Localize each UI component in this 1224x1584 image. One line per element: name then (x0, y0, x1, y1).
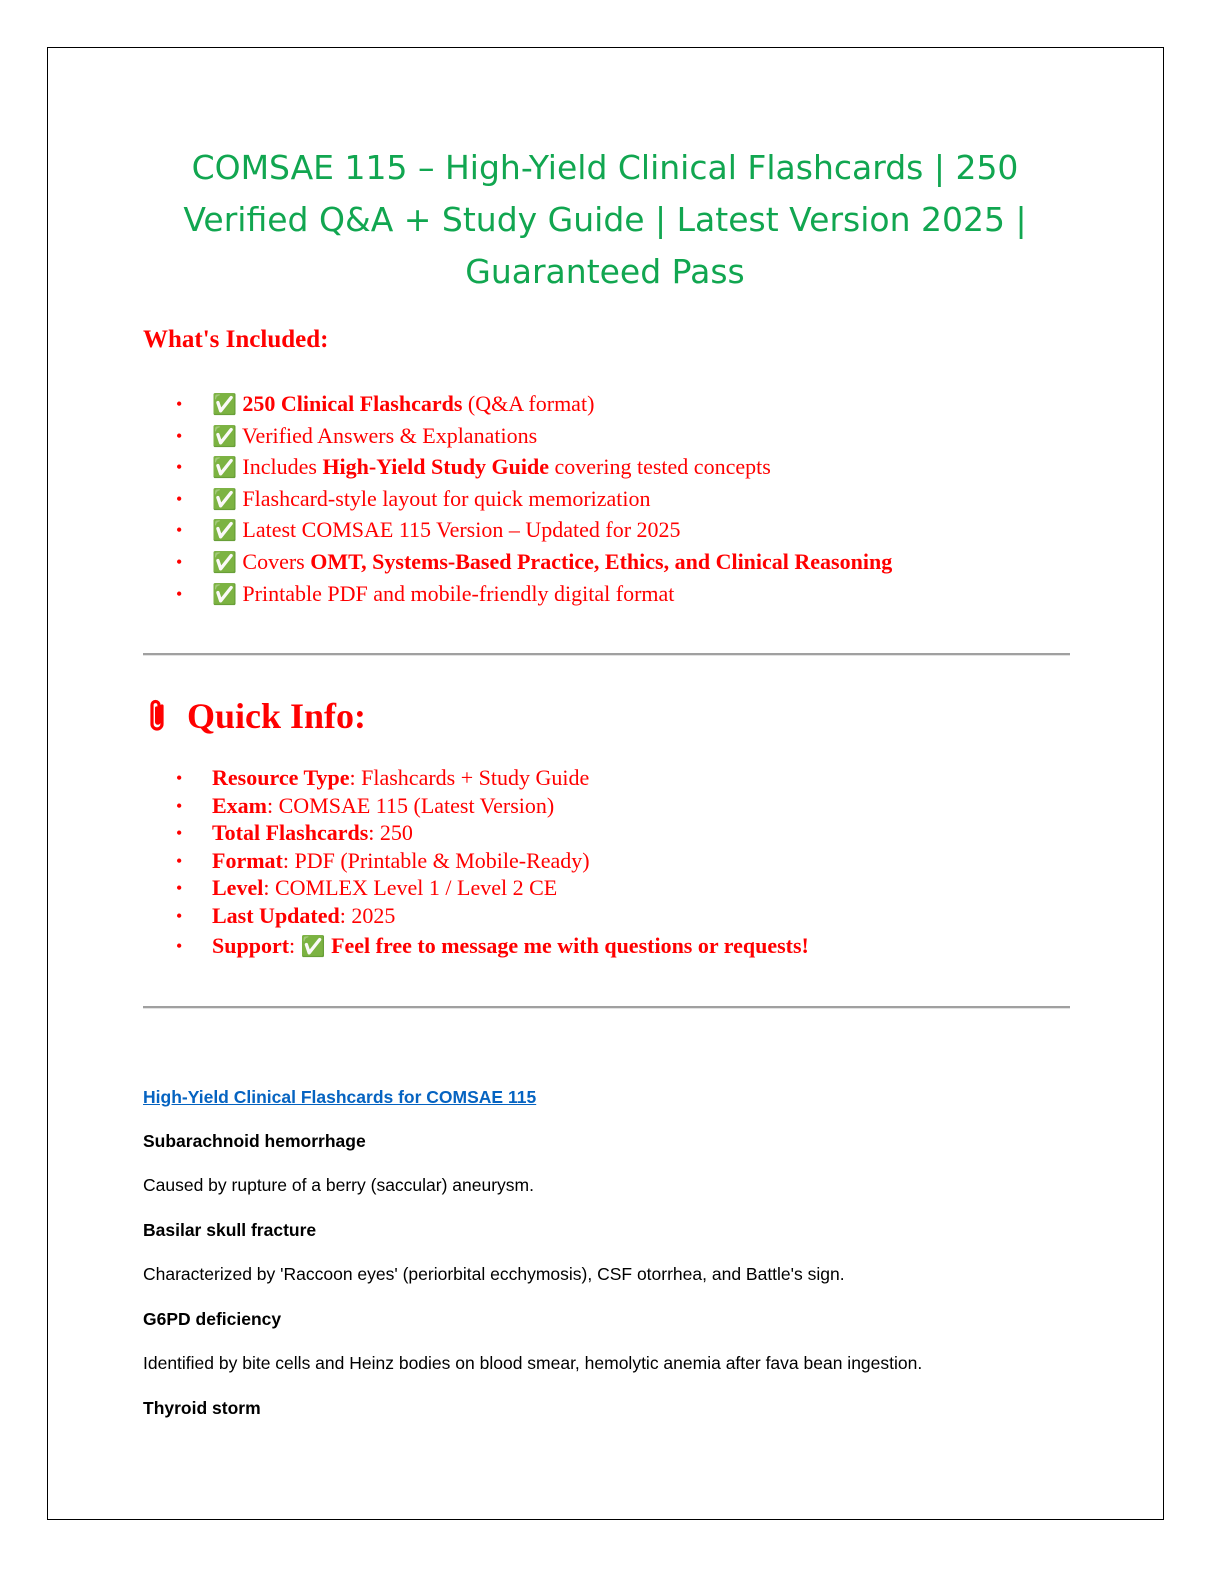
check-icon: ✅ (212, 423, 237, 448)
bullet-icon: • (176, 425, 183, 446)
item-bold: High-Yield Study Guide (322, 454, 550, 480)
bullet-icon: • (176, 394, 183, 414)
info-label: Support (212, 933, 290, 958)
list-item: • Exam: COMSAE 115 (Latest Version) (176, 792, 809, 820)
item-text: covering tested concepts (549, 454, 771, 480)
bullet-icon: • (176, 457, 183, 478)
list-item: • Support: ✅ Feel free to message me with questions or requests! (176, 932, 809, 960)
list-item: • Level: COMLEX Level 1 / Level 2 CE (176, 874, 809, 902)
bullet-icon: • (176, 520, 183, 541)
check-icon: ✅ (212, 549, 237, 574)
quick-info-list (176, 764, 809, 960)
info-value: COMSAE 115 (Latest Version) (278, 792, 555, 818)
divider (143, 1006, 1070, 1009)
bullet-icon: • (176, 850, 183, 871)
list-item (176, 546, 892, 578)
quick-info-title: Quick Info: (187, 696, 367, 736)
flashcards-section (143, 1082, 1083, 1437)
check-icon: ✅ (212, 518, 237, 543)
list-item: • Last Updated: 2025 (176, 902, 809, 930)
card-term: G6PD deficiency (143, 1309, 282, 1329)
check-icon: ✅ (212, 392, 237, 416)
info-value: Flashcards + Study Guide (361, 765, 590, 790)
list-item: • Resource Type: Flashcards + Study Guide (176, 764, 809, 792)
info-value: 250 (379, 820, 413, 845)
bullet-icon: • (176, 551, 183, 572)
bullet-icon: • (176, 823, 183, 843)
list-item (176, 514, 892, 546)
quick-info-heading (143, 693, 366, 739)
item-text: Printable PDF and mobile-friendly digital format (242, 580, 675, 606)
card-definition: Characterized by 'Raccoon eyes' (periorbital ecchymosis), CSF otorrhea, and Battle's sign. (143, 1264, 845, 1284)
bullet-icon: • (176, 488, 183, 509)
card-term: Thyroid storm (143, 1398, 261, 1418)
divider (143, 653, 1070, 656)
check-icon: ✅ (212, 455, 237, 480)
list-item (176, 388, 892, 420)
list-item: • Format: PDF (Printable & Mobile-Ready) (176, 847, 809, 875)
card-definition: Identified by bite cells and Heinz bodies on blood smear, hemolytic anemia after fava bean ingestion. (143, 1353, 923, 1373)
page-title: COMSAE 115 – High-Yield Clinical Flashcards | 250 Verified Q&A + Study Guide | Latest Version 2025 | Guaranteed Pass (183, 148, 1027, 291)
info-value: PDF (Printable & Mobile-Ready) (294, 847, 590, 873)
item-bold: OMT, Systems-Based Practice, Ethics, and Clinical Reasoning (310, 548, 893, 574)
info-value: 2025 (351, 902, 396, 928)
info-value: COMLEX Level 1 / Level 2 CE (274, 875, 558, 900)
list-item (176, 420, 892, 452)
list-item: • Total Flashcards: 250 (176, 819, 809, 847)
list-item (176, 483, 892, 515)
list-item (176, 578, 892, 610)
item-text: (Q&A format) (462, 391, 595, 416)
info-label: Total Flashcards (212, 820, 369, 845)
check-icon: ✅ (212, 486, 237, 511)
list-item (176, 451, 892, 483)
included-heading: What's Included: (143, 326, 329, 353)
item-text: Verified Answers & Explanations (242, 422, 538, 448)
bullet-icon: • (176, 936, 183, 956)
paperclip-icon (143, 697, 173, 735)
bullet-icon: • (176, 795, 183, 816)
info-label: Exam (212, 792, 267, 818)
flashcards-link[interactable]: High-Yield Clinical Flashcards for COMSAE 115 (143, 1087, 537, 1107)
bullet-icon: • (176, 905, 183, 926)
bullet-icon: • (176, 583, 183, 604)
item-bold: 250 Clinical Flashcards (242, 391, 463, 416)
card-definition: Caused by rupture of a berry (saccular) aneurysm. (143, 1175, 534, 1195)
card-term: Subarachnoid hemorrhage (143, 1131, 366, 1151)
bullet-icon: • (176, 878, 183, 898)
card-term: Basilar skull fracture (143, 1220, 317, 1240)
info-label: Level (212, 875, 264, 900)
bullet-icon: • (176, 768, 183, 788)
item-text: Flashcard-style layout for quick memorization (242, 485, 651, 511)
item-text: Includes (242, 454, 323, 480)
included-list (176, 388, 892, 609)
info-label: Format (212, 847, 283, 873)
info-value: Feel free to message me with questions or requests! (331, 933, 809, 958)
info-label: Last Updated (212, 902, 340, 928)
item-text: Latest COMSAE 115 Version – Updated for 2025 (242, 517, 681, 543)
info-label: Resource Type (212, 765, 350, 790)
check-icon: ✅ (212, 581, 237, 606)
check-icon: ✅ (300, 934, 326, 958)
item-text: Covers (242, 548, 311, 574)
